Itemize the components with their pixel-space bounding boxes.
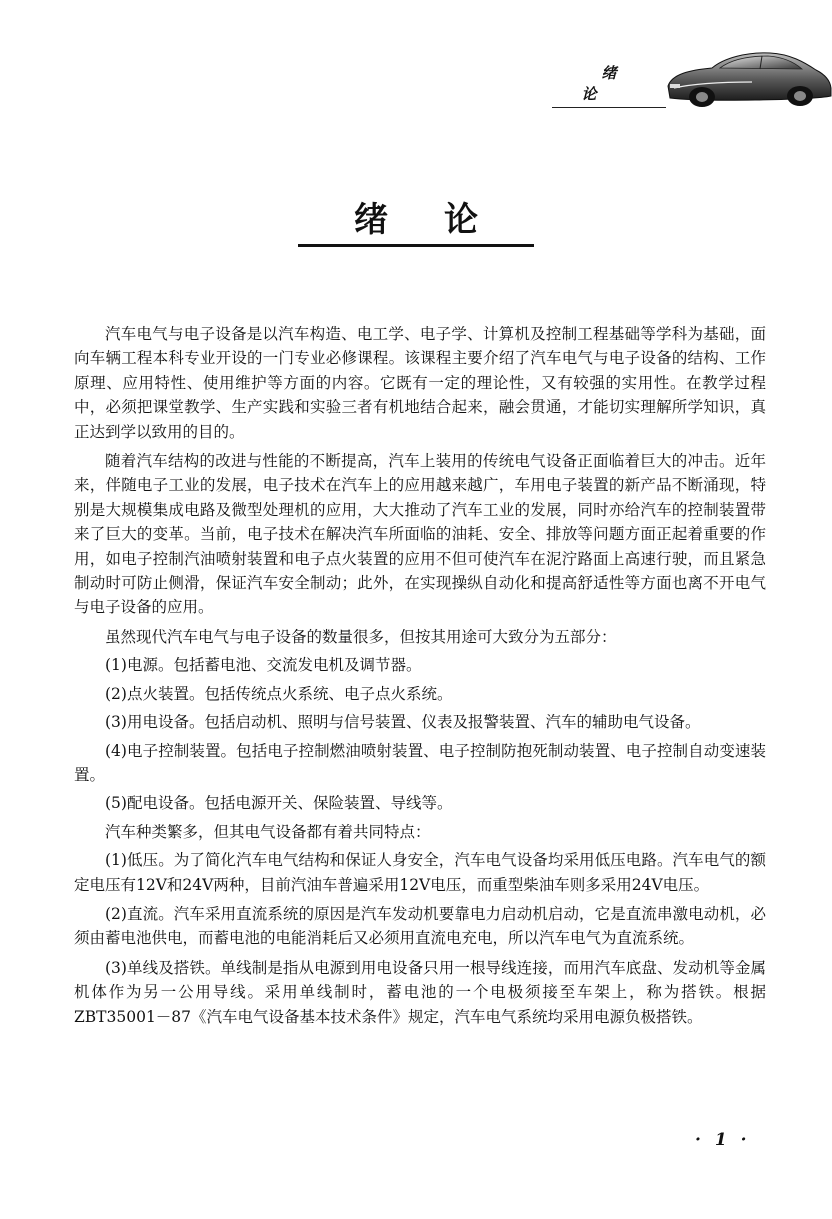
paragraph: 汽车种类繁多，但其电气设备都有着共同特点： xyxy=(105,822,431,841)
chapter-title-wrap xyxy=(0,192,832,247)
running-head-title: 绪论 xyxy=(552,62,666,108)
list-item: (3)单线及搭铁。单线制是指从电源到用电设备只用一根导线连接，而用汽车底盘、发动机等金属机体作为另一公用导线。采用单线制时，蓄电池的一个电极须接至车架上，称为搭铁。根据ZBT35001－87《汽车电气设备基本技术条件》规定，汽车电气系统均采用电源负极搭铁。 xyxy=(74,958,766,1026)
paragraph: 随着汽车结构的改进与性能的不断提高，汽车上装用的传统电气设备正面临着巨大的冲击。近年来，伴随电子工业的发展，电子技术在汽车上的应用越来越广，车用电子装置的新产品不断涌现，特别是大规模集成电路及微型处理机的应用，大大推动了汽车工业的发展，同时亦给汽车的控制装置带来了巨大的变革。当前，电子技术在解决汽车所面临的油耗、安全、排放等问题方面正起着重要的作用，如电子控制汽油喷射装置和电子点火装置的应用不但可使汽车在泥泞路面上高速行驶，而且紧急制动时可防止侧滑，保证汽车安全制动；此外，在实现操纵自动化和提高舒适性等方面也离不开电气与电子设备的应用。 xyxy=(74,452,766,617)
list-item: (5)配电设备。包括电源开关、保险装置、导线等。 xyxy=(105,794,453,813)
paragraph: 虽然现代汽车电气与电子设备的数量很多，但按其用途可大致分为五部分： xyxy=(105,627,617,646)
page-number: · 1 · xyxy=(695,1130,751,1150)
paragraph: 汽车电气与电子设备是以汽车构造、电工学、电子学、计算机及控制工程基础等学科为基础，面向车辆工程本科专业开设的一门专业必修课程。该课程主要介绍了汽车电气与电子设备的结构、工作原理、应用特性、使用维护等方面的内容。它既有一定的理论性，又有较强的实用性。在教学过程中，必须把课堂教学、生产实践和实验三者有机地结合起来，融会贯通，才能切实理解所学知识，真正达到学以致用的目的。 xyxy=(74,325,766,441)
list-item: (4)电子控制装置。包括电子控制燃油喷射装置、电子控制防抱死制动装置、电子控制自动变速装置。 xyxy=(74,741,766,784)
list-item: (1)低压。为了简化汽车电气结构和保证人身安全，汽车电气设备均采用低压电路。汽车电气的额定电压有12V和24V两种，目前汽油车普遍采用12V电压，而重型柴油车则多采用24V电压。 xyxy=(74,851,766,894)
list-item: (2)直流。汽车采用直流系统的原因是汽车发动机要靠电力启动机启动，它是直流串激电动机，必须由蓄电池供电，而蓄电池的电能消耗后又必须用直流电充电，所以汽车电气为直流系统。 xyxy=(74,904,766,948)
car-image xyxy=(662,44,832,110)
list-item: (1)电源。包括蓄电池、交流发电机及调节器。 xyxy=(105,656,422,675)
chapter-title: 绪论 xyxy=(298,192,534,247)
list-item: (2)点火装置。包括传统点火系统、电子点火系统。 xyxy=(105,684,453,703)
body-text xyxy=(74,322,766,1034)
list-item: (3)用电设备。包括启动机、照明与信号装置、仪表及报警装置、汽车的辅助电气设备。 xyxy=(105,713,701,732)
